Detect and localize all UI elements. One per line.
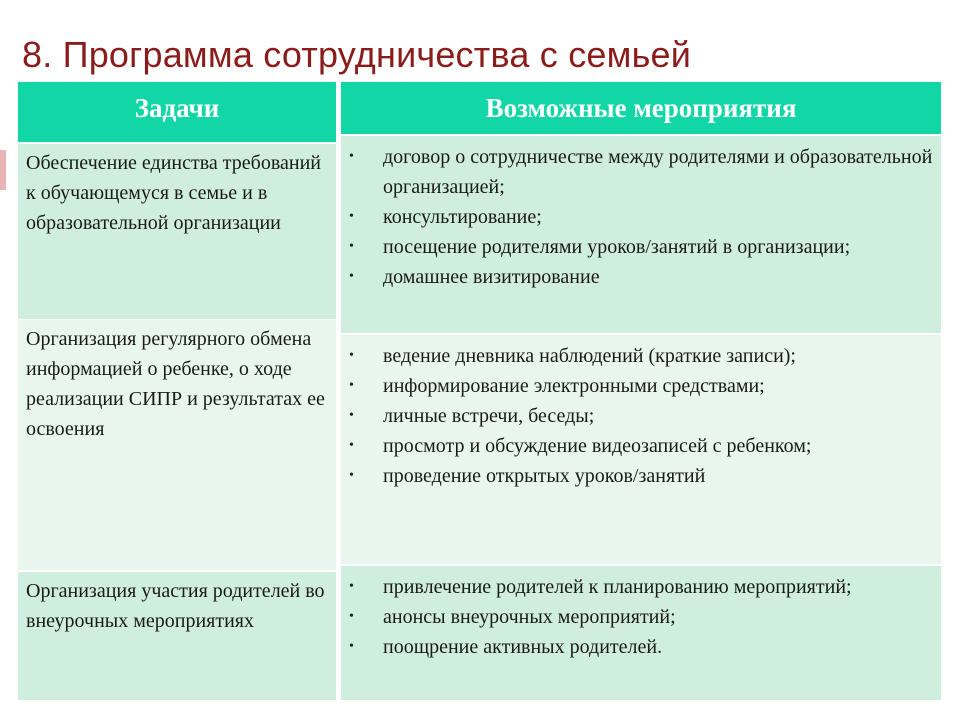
task-cell-1: [18, 144, 336, 319]
bullet-icon: •: [349, 609, 354, 624]
bullet-icon: •: [349, 239, 354, 254]
bullet-icon: •: [349, 468, 354, 483]
list-item: • договор о сотрудничестве между родителями и образовательной организацией;: [341, 142, 935, 202]
activities-cell-1: [341, 136, 941, 333]
task-cell-2: [18, 320, 336, 570]
header-tasks: Задачи: [18, 82, 336, 144]
list-item: • привлечение родителей к планированию мероприятий;: [341, 572, 935, 602]
list-item: • анонсы внеурочных мероприятий;: [341, 602, 935, 632]
task-text: Обеспечение единства требований к обучающемуся в семье и в образовательной организации: [26, 152, 321, 234]
list-item: • посещение родителями уроков/занятий в организации;: [341, 232, 935, 262]
list-item: • личные встречи, беседы;: [341, 401, 935, 431]
task-text: Организация участия родителей во внеурочных мероприятиях: [26, 580, 325, 632]
bullet-icon: •: [349, 408, 354, 423]
list-item: • консультирование;: [341, 202, 935, 232]
bullet-icon: •: [349, 378, 354, 393]
slide-title: 8. Программа сотрудничества с семьей: [22, 34, 692, 75]
task-cell-3: [18, 572, 336, 700]
list-item: • проведение открытых уроков/занятий: [341, 461, 935, 491]
list-item: • просмотр и обсуждение видеозаписей с ребенком;: [341, 431, 935, 461]
task-text: Организация регулярного обмена информацией о ребенке, о ходе реализации СИПР и результатах ее освоения: [26, 328, 325, 440]
bullet-icon: •: [349, 149, 354, 164]
bullet-icon: •: [349, 348, 354, 363]
bullet-icon: •: [349, 579, 354, 594]
bullet-icon: •: [349, 639, 354, 654]
list-item: • домашнее визитирование: [341, 262, 935, 292]
list-item: • информирование электронными средствами;: [341, 371, 935, 401]
activities-cell-2: [341, 335, 941, 564]
bullet-icon: •: [349, 269, 354, 284]
activities-cell-3: [341, 566, 941, 700]
list-item: • поощрение активных родителей.: [341, 632, 935, 662]
list-item: • ведение дневника наблюдений (краткие записи);: [341, 341, 935, 371]
bullet-icon: •: [349, 438, 354, 453]
bullet-icon: •: [349, 209, 354, 224]
decorative-accent-bar: [0, 150, 6, 190]
header-activities: Возможные мероприятия: [341, 82, 941, 136]
